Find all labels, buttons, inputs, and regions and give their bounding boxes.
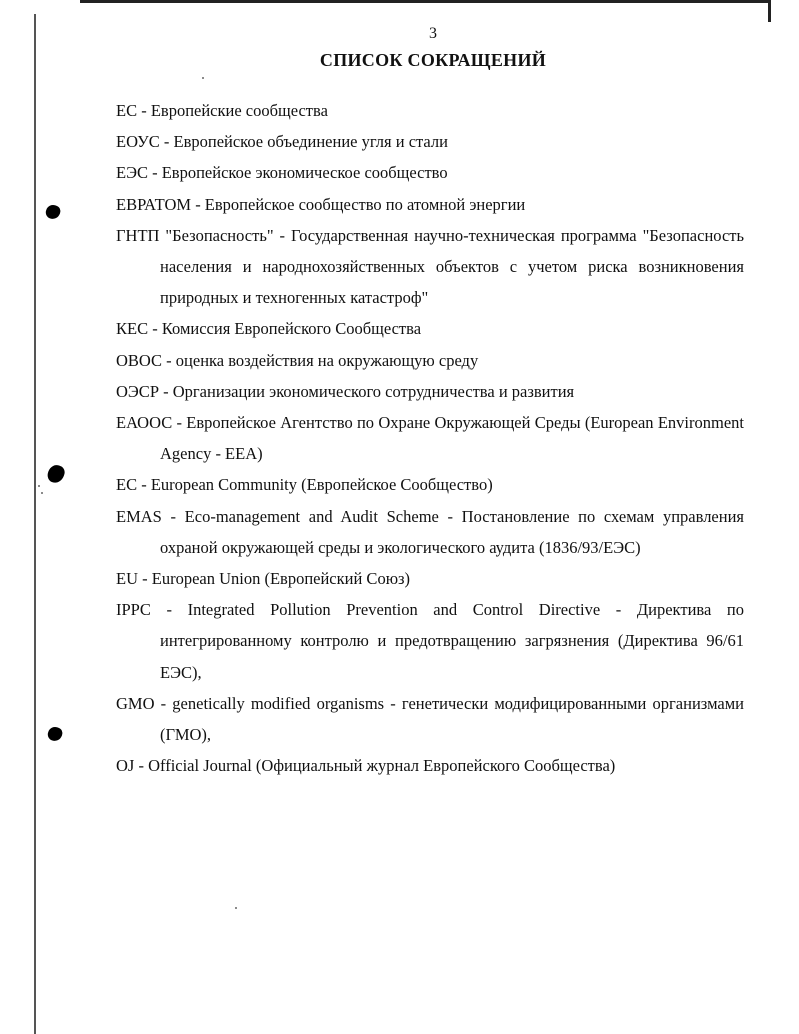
abbreviation-item: ЕАООС - Европейское Агентство по Охране Окружающей Среды (European Environment Agency - EEA) (116, 413, 744, 464)
abbreviation-item: ЕЭС - Европейское экономическое сообщество (116, 163, 448, 183)
abbreviation-item: КЕС - Комиссия Европейского Сообщества (116, 319, 422, 339)
ink-blot-mark (44, 203, 62, 221)
abbreviation-item: IPPC - Integrated Pollution Prevention and Control Directive - Директива по интегрированному контролю и предотвращению загрязнения (Директива 96/61 ЕЭС), (116, 600, 744, 682)
abbreviation-item: EU - European Union (Европейский Союз) (116, 569, 411, 589)
scan-speck (202, 77, 204, 79)
scan-corner-mark (768, 0, 771, 22)
ink-blot-mark (46, 725, 64, 743)
page-title: СПИСОК СОКРАЩЕНИЙ (319, 50, 547, 70)
scan-speck (235, 907, 237, 909)
scan-speck (41, 492, 43, 494)
ink-blot-mark (45, 463, 66, 485)
abbreviation-item: ЕС - Европейские сообщества (116, 101, 328, 120)
abbreviation-item: ГНТП "Безопасность" - Государственная научно-техническая программа "Безопасность населения и народнохозяйственных объектов с учетом риска возникновения природных и техногенных катастроф" (116, 225, 744, 308)
abbreviation-item: ОЭСР - Организации экономического сотрудничества и развития (116, 381, 575, 401)
scan-left-edge (34, 14, 36, 1034)
abbreviation-item: ОВОС - оценка воздействия на окружающую среду (116, 350, 479, 370)
abbreviation-item: GMO - genetically modified organisms - генетически модифицированными организмами (ГМО), (116, 693, 744, 745)
page-number: 3 (429, 25, 437, 42)
scan-speck (38, 485, 40, 487)
abbreviation-item: OJ - Official Journal (Официальный журнал Европейского Сообщества) (116, 756, 616, 776)
abbreviation-list (116, 95, 744, 781)
scan-top-border (80, 0, 770, 3)
abbreviation-item: ЕВРАТОМ - Европейское сообщество по атомной энергии (116, 194, 526, 214)
abbreviation-item: ЕОУС - Европейское объединение угля и стали (116, 132, 448, 152)
abbreviation-item: EC - European Community (Европейское Сообщество) (116, 475, 493, 495)
abbreviation-item: EMAS - Eco-management and Audit Scheme - Постановление по схемам управления охраной окружающей среды и экологического аудита (1836/93/ЕЭС) (116, 506, 744, 557)
